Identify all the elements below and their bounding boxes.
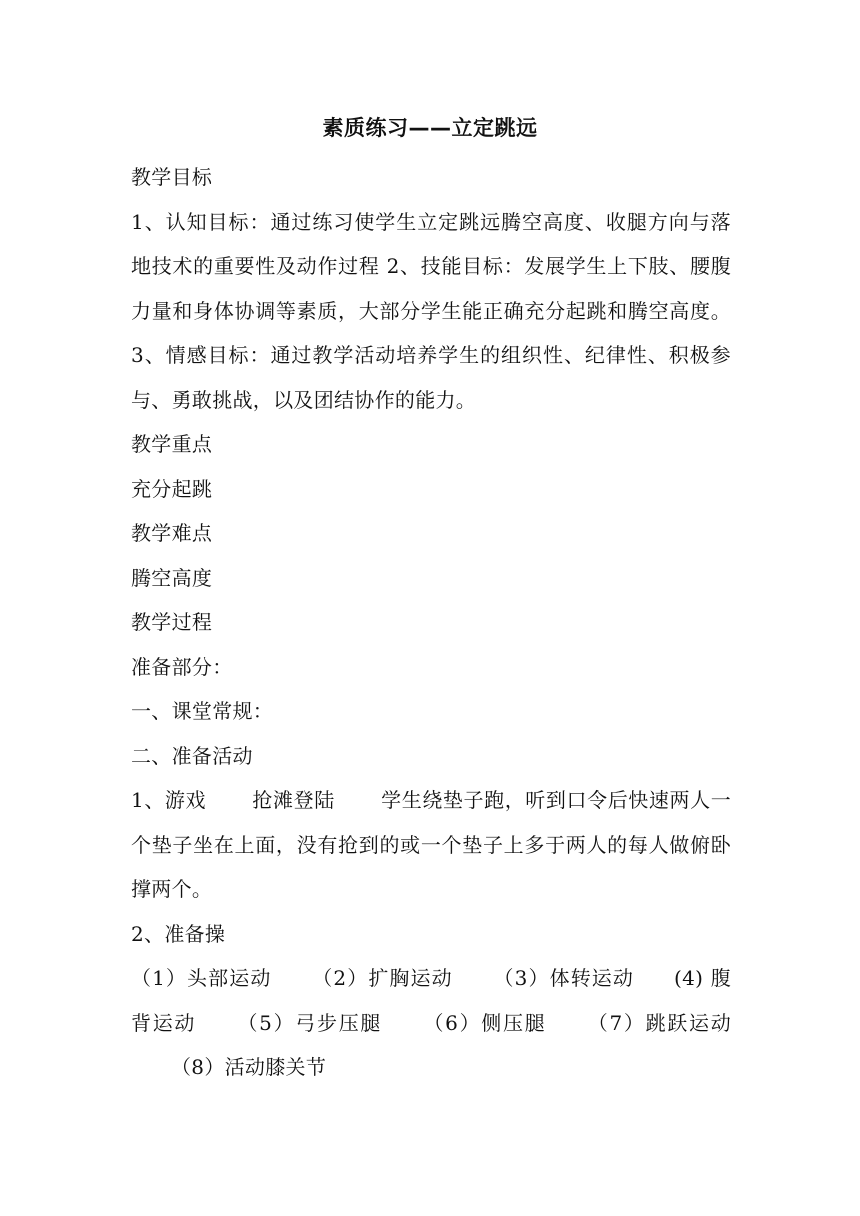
section-heading-objectives: 教学目标 [131,165,213,189]
game-description: 学生绕垫子跑，听到口令后快速两人一个垫子坐在上面，没有抢到的或一个垫子上多于两人的每人做俯卧撑两个。 [131,788,731,901]
exercise-item: （6）侧压腿 [422,1010,547,1035]
warmup-exercise-heading: 2、准备操 [131,921,226,946]
section-heading-difficulty: 教学难点 [131,521,213,545]
section-heading-key-point: 教学重点 [131,432,213,456]
game-paragraph [131,778,731,912]
exercise-item: （3）体转运动 [492,966,635,990]
exercise-item: （1）头部运动 [131,966,272,990]
preparation-heading: 准备部分： [131,654,233,679]
document-body [131,155,731,1090]
game-name: 抢滩登陆 [252,788,335,812]
exercise-item: （7）跳跃运动 [586,1010,732,1035]
exercise-item: （5）弓步压腿 [236,1010,383,1035]
objectives-paragraph: 1、认知目标：通过练习使学生立定跳远腾空高度、收腿方向与落地技术的重要性及动作过程 2、技能目标：发展学生上下肢、腰腹力量和身体协调等素质，大部分学生能正确充分起跳和腾空高度。 3、情感目标：通过教学活动培养学生的组织性、纪律性、积极参与、勇敢挑战，以及团结协作的能力。 [131,209,731,412]
difficulty-text: 腾空高度 [131,565,213,590]
section-heading-process: 教学过程 [131,610,213,634]
exercise-item: （8）活动膝关节 [171,1055,327,1079]
exercise-item: （2）扩胸运动 [311,966,453,990]
class-routine-heading: 一、课堂常规： [131,699,274,723]
exercise-list [131,956,731,1090]
key-point-text: 充分起跳 [131,476,213,501]
game-label: 1、游戏 [131,788,207,812]
warmup-heading: 二、准备活动 [131,743,253,768]
exercise-item: (4) 腹背运动 [131,966,732,1035]
document-title: 素质练习——立定跳远 [322,116,538,140]
